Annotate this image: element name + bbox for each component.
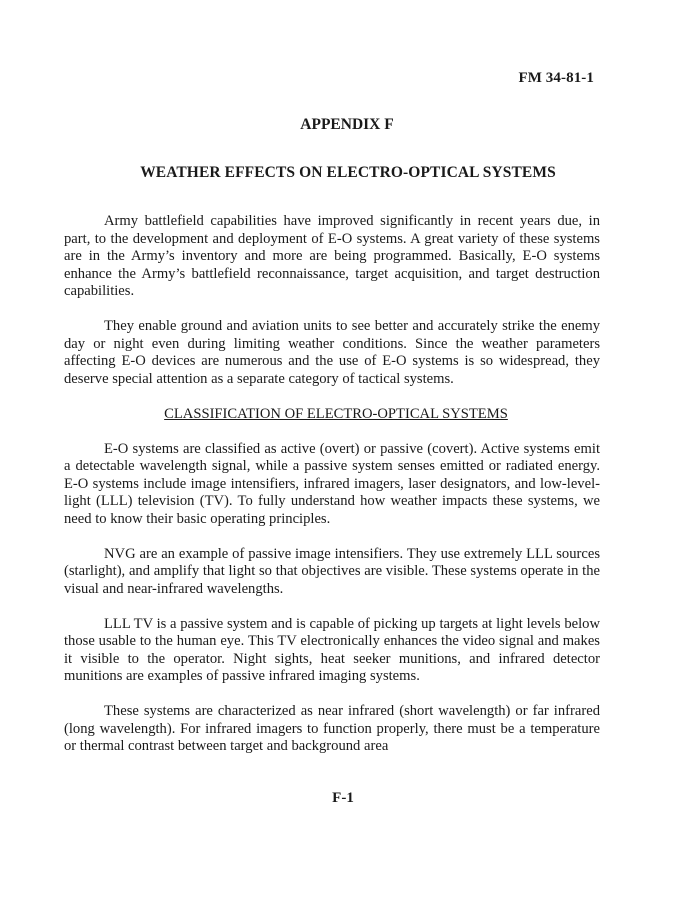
document-id: FM 34-81-1 (518, 70, 594, 86)
body-text (64, 213, 600, 773)
page-title: WEATHER EFFECTS ON ELECTRO-OPTICAL SYSTEMS (140, 164, 556, 181)
paragraph: E-O systems are classified as active (overt) or passive (covert). Active systems emit a detectable wavelength signal, while a passive system senses emitted or radiated energy. E-O systems include image intensifiers, infrared imagers, laser designators, and low-level-light (LLL) television (TV). To fully understand how weather impacts these systems, we need to know their basic operating principles. (64, 440, 600, 527)
paragraph: These systems are characterized as near infrared (short wavelength) or far infrared (long wavelength). For infrared imagers to function properly, there must be a temperature or thermal contrast between target and background area (64, 703, 600, 754)
page-number: F-1 (332, 790, 354, 806)
paragraph: NVG are an example of passive image intensifiers. They use extremely LLL sources (starlight), and amplify that light so that objectives are visible. These systems operate in the visual and near-infrared wavelengths. (64, 545, 600, 597)
paragraph: Army battlefield capabilities have improved significantly in recent years due, in part, to the development and deployment of E-O systems. A great variety of these systems are in the Army’s inventory and more are being programmed. Basically, E-O systems enhance the Army’s battlefield reconnaissance, target acquisition, and target destruction capabilities. (64, 213, 600, 299)
section-heading: CLASSIFICATION OF ELECTRO-OPTICAL SYSTEMS (164, 405, 508, 422)
paragraph: LLL TV is a passive system and is capable of picking up targets at light levels below those usable to the human eye. This TV electronically enhances the video signal and makes it visible to the operator. Night sights, heat seeker munitions, and infrared detector munitions are examples of passive infrared imaging systems. (64, 615, 600, 684)
paragraph: They enable ground and aviation units to see better and accurately strike the enemy day or night even during limiting weather conditions. Since the weather parameters affecting E-O devices are numerous and the use of E-O systems is so widespread, they deserve special attention as a separate category of tactical systems. (64, 318, 600, 387)
appendix-label: APPENDIX F (300, 116, 394, 133)
